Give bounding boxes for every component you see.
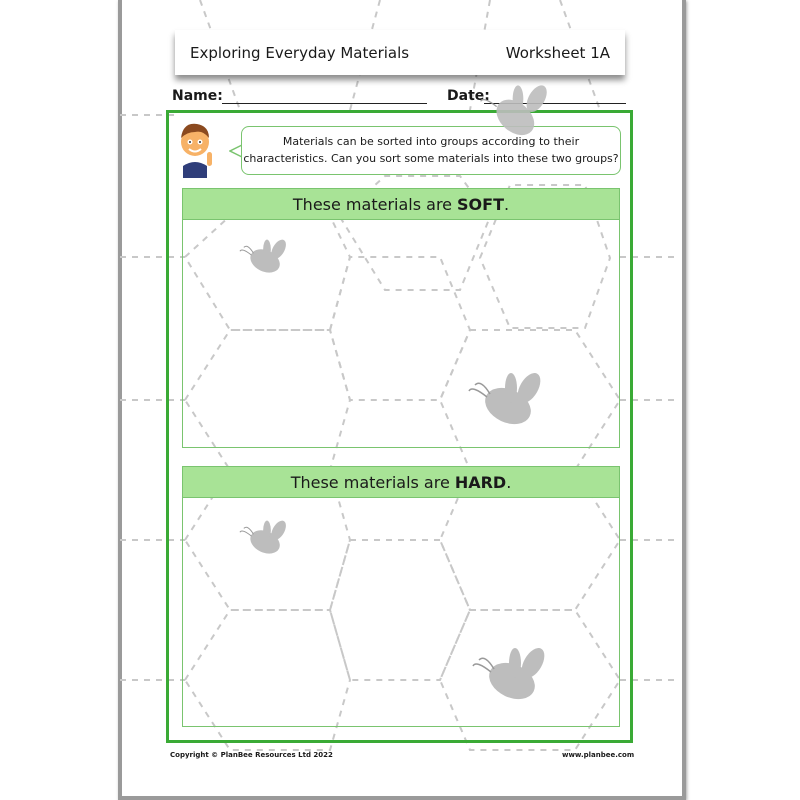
bee-watermark-icon bbox=[478, 82, 558, 142]
hard-header-keyword: HARD bbox=[454, 472, 507, 492]
name-label: Name: bbox=[172, 88, 223, 104]
prompt-line-2: characteristics. Can you sort some materials into these two groups? bbox=[243, 152, 619, 165]
bee-watermark-icon bbox=[238, 237, 296, 281]
soft-header bbox=[183, 189, 619, 220]
soft-header-prefix: These materials are bbox=[292, 194, 453, 214]
worksheet-code: Worksheet 1A bbox=[505, 43, 610, 62]
bee-watermark-icon bbox=[238, 518, 296, 562]
name-date-row bbox=[172, 88, 627, 108]
hard-header bbox=[183, 467, 619, 498]
soft-header-keyword: SOFT bbox=[457, 194, 504, 214]
worksheet-title-box bbox=[175, 30, 625, 75]
speech-bubble bbox=[241, 126, 621, 175]
hard-header-suffix: . bbox=[506, 472, 512, 492]
name-field-line[interactable] bbox=[222, 103, 427, 104]
hard-header-prefix: These materials are bbox=[290, 472, 450, 492]
worksheet-title: Exploring Everyday Materials bbox=[190, 43, 410, 62]
copyright-text: Copyright © PlanBee Resources Ltd 2022 bbox=[170, 751, 333, 759]
bee-watermark-icon bbox=[470, 645, 560, 711]
soft-header-suffix: . bbox=[503, 194, 510, 214]
child-avatar-icon bbox=[175, 118, 221, 178]
website-link[interactable]: www.planbee.com bbox=[562, 751, 635, 759]
date-label: Date: bbox=[447, 88, 490, 104]
prompt-line-1: Materials can be sorted into groups according to their bbox=[282, 135, 580, 148]
bee-watermark-icon bbox=[466, 370, 556, 436]
